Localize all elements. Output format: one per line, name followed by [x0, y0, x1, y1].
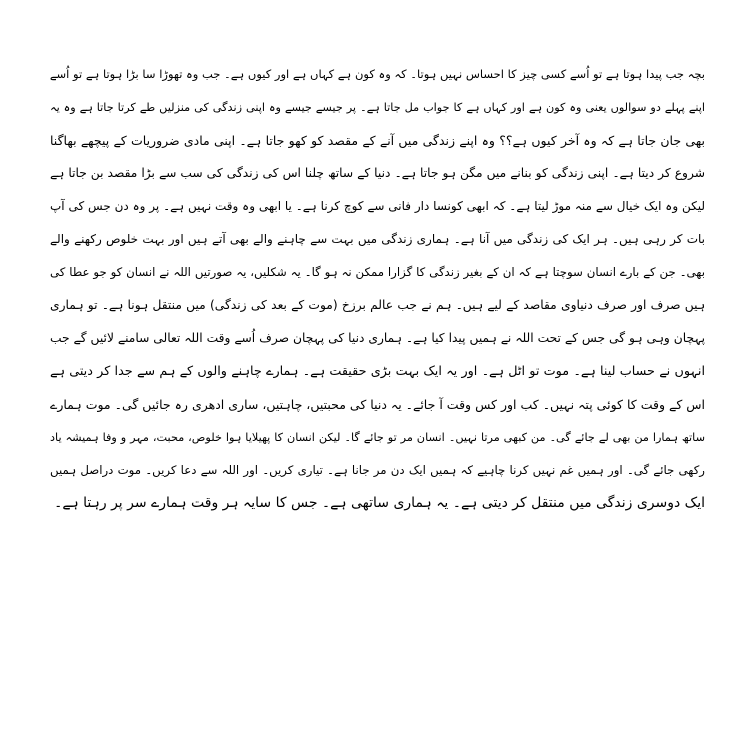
text-line: اس کے وقت کا کوئی پتہ نہیں۔ کب اور کس وقت آ جائے۔ یہ دنیا کی محبتیں، چاہتیں، ساری ادھری رہ جائیں گی۔ موت ہمارے [50, 397, 705, 412]
text-line: اپنے پہلے دو سوالوں یعنی وہ کون ہے اور کہاں ہے کا جواب مل جاتا ہے۔ پر جیسے جیسے وہ اپنی زندگی کی منزلیں طے کرتا جاتا ہے وہ یہ [50, 101, 705, 114]
text-line: بھی جان جاتا ہے کہ وہ آخر کیوں ہے؟؟ وہ اپنے زندگی میں آنے کے مقصد کو کھو جاتا ہے۔ اپنی مادی ضروریات کے پیچھے بھاگنا [50, 133, 705, 148]
text-line: ساتھ ہمارا من بھی لے جائے گی۔ من کبھی مرتا نہیں۔ انسان مر تو جائے گا۔ لیکن انسان کا پھیلایا ہوا خلوص، محبت، مہر و وفا ہمیشہ یاد [50, 431, 705, 444]
text-line: شروع کر دیتا ہے۔ اپنی زندگی کو بنانے میں مگن ہو جاتا ہے۔ دنیا کے ساتھ چلنا اس کی زندگی کی سب سے بڑا مقصد بن جاتا ہے [50, 166, 705, 180]
text-line: بچہ جب پیدا ہوتا ہے تو اُسے کسی چیز کا احساس نہیں ہوتا۔ کہ وہ کون ہے کہاں ہے اور کیوں ہے۔ جب وہ تھوڑا سا بڑا ہوتا ہے تو اُسے [50, 67, 705, 81]
text-line: بات کر رہی ہیں۔ ہر ایک کی زندگی میں آنا ہے۔ ہماری زندگی میں بہت سے چاہنے والے بھی آتے ہیں اور بہت خلوص رکھنے والے [50, 232, 705, 246]
text-line: رکھی جائے گی۔ اور ہمیں غم نہیں کرنا چاہیے کہ ہمیں ایک دن مر جانا ہے۔ تیاری کریں۔ اور اللہ سے دعا کریں۔ موت دراصل ہمیں [50, 463, 705, 477]
text-line: لیکن وہ ایک خیال سے منہ موڑ لیتا ہے۔ کہ ابھی کونسا دار فانی سے کوچ کرنا ہے۔ یا ابھی وہ وقت نہیں ہے۔ پر وہ دن جس کی آپ [50, 199, 705, 213]
text-line: ہیں صرف اور صرف دنیاوی مقاصد کے لیے ہیں۔ ہم نے جب عالم برزخ (موت کے بعد کی زندگی) میں منتقل ہونا ہے۔ تو ہماری [50, 298, 705, 312]
text-line: انہوں نے حساب لینا ہے۔ موت تو اٹل ہے۔ اور یہ ایک بہت بڑی حقیقت ہے۔ ہمارے چاہنے والوں کے ہم سے جدا کر دیتی ہے [50, 364, 705, 379]
text-line: بھی۔ جن کے بارے انسان سوچتا ہے کہ ان کے بغیر زندگی کا گزارا ممکن نہ ہو گا۔ یہ شکلیں، یہ صورتیں اللہ نے انسان کو جو عطا کی [50, 265, 705, 279]
text-line-last: ایک دوسری زندگی میں منتقل کر دیتی ہے۔ یہ ہماری ساتھی ہے۔ جس کا سایہ ہر وقت ہمارے سر پر رہتا ہے۔ [54, 495, 705, 511]
document-body [50, 58, 705, 520]
text-line: پہچان وہی ہو گی جس کے تحت اللہ نے ہمیں پیدا کیا ہے۔ ہماری دنیا کی پہچان صرف اُسے وقت اللہ تعالی سامنے لائیں گے جب [50, 331, 705, 345]
